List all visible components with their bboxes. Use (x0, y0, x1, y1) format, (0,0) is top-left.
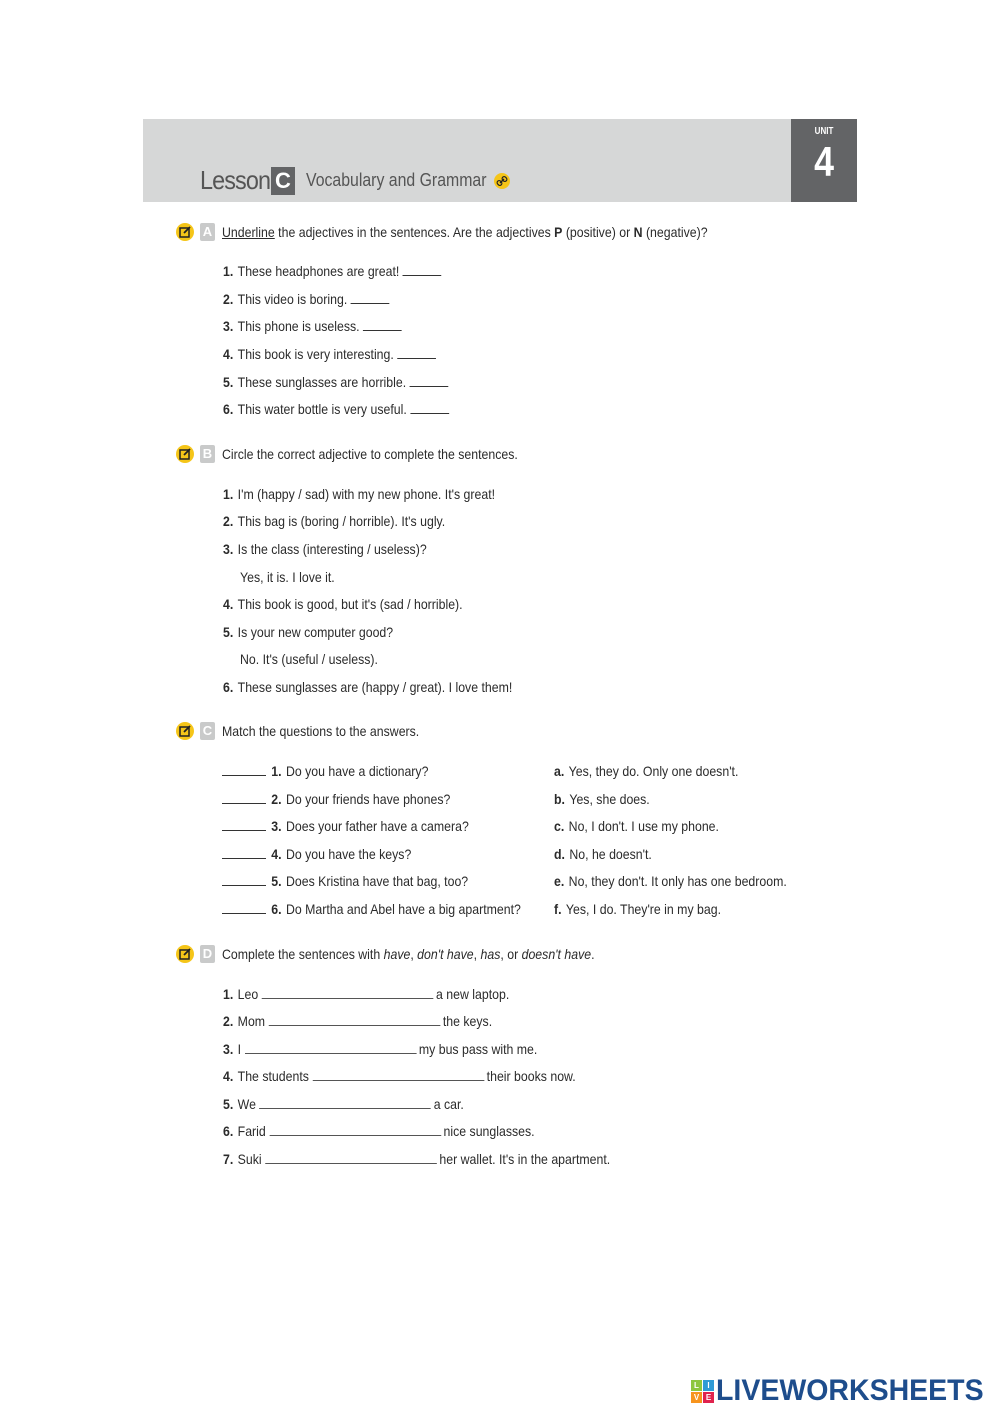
match-blank[interactable] (222, 885, 266, 886)
answer-option: b. Yes, she does. (554, 791, 650, 807)
logo-tiles-icon: L I V E (691, 1380, 714, 1403)
list-item-continuation[interactable]: No. It's (useful / useless). (240, 651, 378, 667)
fill-in-item: 5. We a car. (223, 1096, 464, 1112)
edit-icon (176, 722, 194, 740)
section-letter-d: D (200, 945, 215, 963)
answer-blank[interactable] (351, 302, 390, 304)
edit-icon (176, 445, 194, 463)
answer-option: e. No, they don't. It only has one bedroom. (554, 873, 787, 889)
section-d-heading (176, 945, 645, 963)
edit-icon (176, 223, 194, 241)
match-blank[interactable] (222, 830, 266, 831)
list-item[interactable]: 2. This bag is (boring / horrible). It's ugly. (223, 513, 446, 529)
question-row: 6. Do Martha and Abel have a big apartment? (222, 901, 562, 917)
link-icon[interactable] (494, 173, 510, 189)
liveworksheets-logo[interactable] (691, 1374, 998, 1408)
section-a-heading (176, 223, 774, 241)
lesson-header (143, 119, 857, 202)
answer-blank[interactable] (410, 412, 449, 414)
edit-icon (176, 945, 194, 963)
fill-blank[interactable] (245, 1053, 417, 1054)
list-item: 3. This phone is useless. (223, 318, 426, 334)
match-blank[interactable] (222, 803, 266, 804)
question-row: 3. Does your father have a camera? (222, 818, 502, 834)
lesson-title (200, 165, 510, 196)
lesson-word: Lesson (200, 165, 271, 195)
fill-in-item: 4. The students their books now. (223, 1068, 576, 1084)
lesson-letter-badge: C (271, 167, 295, 195)
fill-in-item: 7. Suki her wallet. It's in the apartment. (223, 1151, 611, 1167)
list-item[interactable]: 1. I'm (happy / sad) with my new phone. It's great! (223, 486, 496, 502)
section-c-instruction: Match the questions to the answers. (222, 723, 420, 739)
list-item[interactable]: 3. Is the class (interesting / useless)? (223, 541, 427, 557)
list-item: 4. This book is very interesting. (223, 346, 465, 362)
lesson-subtitle: Vocabulary and Grammar (306, 170, 487, 190)
answer-blank[interactable] (397, 357, 436, 359)
match-blank[interactable] (222, 913, 266, 914)
answer-blank[interactable] (403, 274, 442, 276)
list-item: 5. Is your new computer good? (223, 624, 394, 640)
answer-blank[interactable] (363, 329, 402, 331)
section-c-heading (176, 722, 446, 740)
list-item: 5. These sunglasses are horrible. (223, 374, 479, 390)
list-item: 2. This video is boring. (223, 291, 412, 307)
match-blank[interactable] (222, 775, 266, 776)
list-item: 6. This water bottle is very useful. (223, 401, 480, 417)
logo-text: LIVEWORKSHEETS (716, 1374, 984, 1407)
match-blank[interactable] (222, 858, 266, 859)
fill-blank[interactable] (269, 1135, 441, 1136)
answer-blank[interactable] (410, 385, 449, 387)
answer-option: c. No, I don't. I use my phone. (554, 818, 719, 834)
answer-option: f. Yes, I do. They're in my bag. (554, 901, 722, 917)
section-d-instruction: Complete the sentences with have, don't have, has, or doesn't have. (222, 946, 595, 962)
fill-blank[interactable] (312, 1080, 484, 1081)
section-letter-c: C (200, 722, 215, 740)
question-row: 1. Do you have a dictionary? (222, 763, 457, 779)
unit-number: 4 (814, 138, 834, 185)
list-item[interactable]: 4. This book is good, but it's (sad / horrible). (223, 596, 463, 612)
section-b-heading (176, 445, 558, 463)
section-b-instruction: Circle the correct adjective to complete the sentences. (222, 446, 518, 462)
list-item-continuation: Yes, it is. I love it. (240, 569, 335, 585)
section-letter-a: A (200, 223, 215, 241)
list-item[interactable]: 6. These sunglasses are (happy / great). I love them! (223, 679, 513, 695)
answer-option: d. No, he doesn't. (554, 846, 652, 862)
question-row: 2. Do your friends have phones? (222, 791, 481, 807)
unit-label: UNIT (814, 126, 834, 137)
section-a-instruction: Underline the adjectives in the sentences. Are the adjectives P (positive) or N (negative)? (222, 224, 708, 240)
section-letter-b: B (200, 445, 215, 463)
fill-blank[interactable] (269, 1025, 441, 1026)
fill-in-item: 6. Farid nice sunglasses. (223, 1123, 535, 1139)
fill-in-item: 3. I my bus pass with me. (223, 1041, 538, 1057)
fill-blank[interactable] (265, 1163, 437, 1164)
unit-badge (791, 119, 857, 202)
question-row: 4. Do you have the keys? (222, 846, 437, 862)
fill-in-item: 1. Leo a new laptop. (223, 986, 510, 1002)
fill-blank[interactable] (259, 1108, 431, 1109)
question-row: 5. Does Kristina have that bag, too? (222, 873, 502, 889)
fill-blank[interactable] (262, 998, 434, 999)
fill-in-item: 2. Mom the keys. (223, 1013, 493, 1029)
answer-option: a. Yes, they do. Only one doesn't. (554, 763, 739, 779)
list-item: 1. These headphones are great! (223, 263, 471, 279)
